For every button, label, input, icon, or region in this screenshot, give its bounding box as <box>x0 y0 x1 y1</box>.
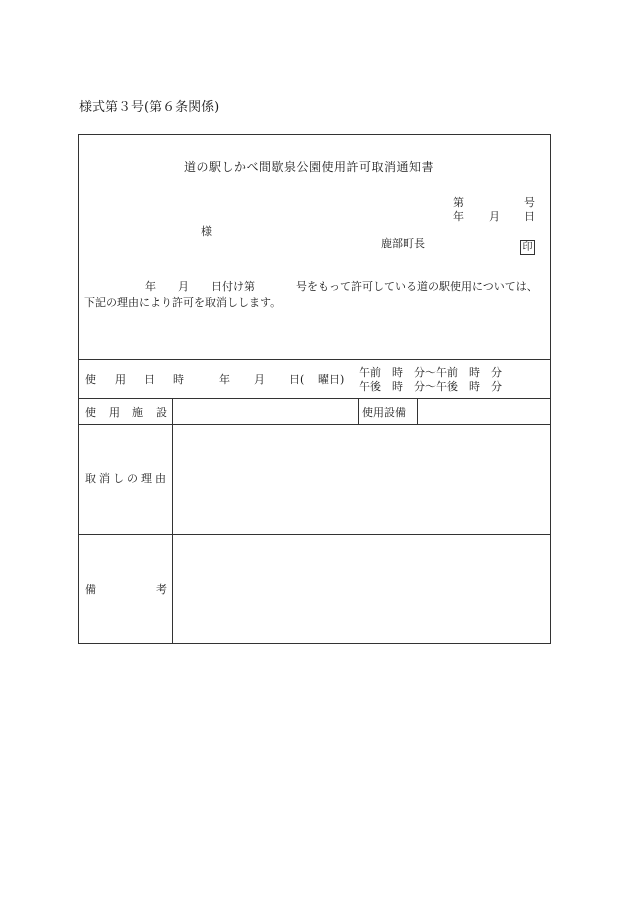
date-month-label: 月 <box>489 210 500 223</box>
facility-char-3: 施 <box>132 406 143 419</box>
remarks-char-2: 考 <box>156 583 167 596</box>
table-rule-1 <box>78 398 551 399</box>
usage-weekday-label: 曜日) <box>318 373 345 386</box>
date-year-label: 年 <box>453 210 464 223</box>
date-day-label: 日 <box>524 210 535 223</box>
am-time-range: 午前 時 分～午前 時 分 <box>359 366 502 379</box>
usage-datetime-char-1: 使 <box>85 373 96 386</box>
usage-month-label: 月 <box>254 373 265 386</box>
label-column-divider <box>172 398 173 644</box>
usage-day-label: 日( <box>289 373 305 386</box>
body-month-label: 月 <box>178 280 189 293</box>
table-rule-3 <box>78 534 551 535</box>
body-line2: 下記の理由により許可を取消しします。 <box>84 296 282 309</box>
table-rule-2 <box>78 424 551 425</box>
form-number-label: 様式第３号(第６条関係) <box>79 100 220 115</box>
usage-datetime-char-2: 用 <box>115 373 126 386</box>
remarks-char-1: 備 <box>85 583 96 596</box>
cancellation-reason-label: 取消しの理由 <box>85 472 169 485</box>
facility-char-4: 設 <box>156 406 167 419</box>
equipment-left-divider <box>358 398 359 424</box>
body-line1-rest: 号をもって許可している道の駅使用については、 <box>296 280 538 293</box>
number-suffix: 号 <box>524 196 535 209</box>
issuer-name: 鹿部町長 <box>381 237 425 250</box>
usage-datetime-char-4: 時 <box>173 373 184 386</box>
facility-char-1: 使 <box>85 406 96 419</box>
body-day-label: 日付け第 <box>211 280 255 293</box>
pm-time-range: 午後 時 分～午後 時 分 <box>359 380 502 393</box>
number-prefix: 第 <box>453 196 464 209</box>
facility-char-2: 用 <box>109 406 120 419</box>
equipment-label: 使用設備 <box>362 406 406 419</box>
body-year-label: 年 <box>145 280 156 293</box>
document-title: 道の駅しかべ間歇泉公園使用許可取消通知書 <box>184 160 435 174</box>
seal-text: 印 <box>520 240 535 255</box>
seal-mark <box>520 235 535 255</box>
usage-year-label: 年 <box>219 373 230 386</box>
equipment-right-divider <box>417 398 418 424</box>
usage-datetime-char-3: 日 <box>144 373 155 386</box>
addressee-honorific: 様 <box>201 225 212 238</box>
table-top-rule <box>78 359 551 360</box>
